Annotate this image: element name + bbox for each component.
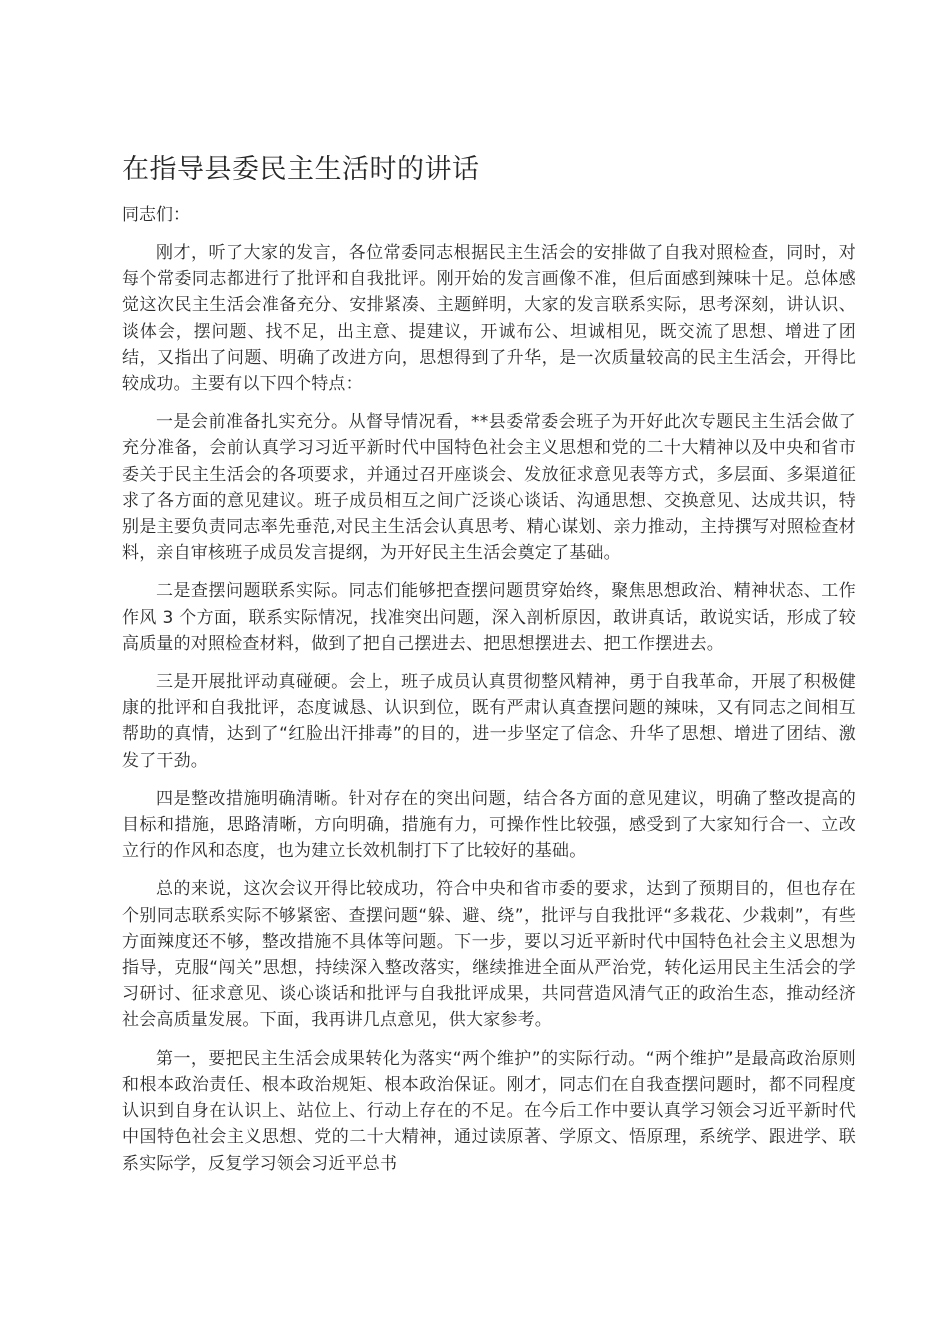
paragraph-intro: 刚才，听了大家的发言，各位常委同志根据民主生活会的安排做了自我对照检查，同时，对每个常委同志都进行了批评和自我批评。刚开始的发言画像不准，但后面感到辣味十足。总体感觉这次民主生活会准备充分、安排紧凑、主题鲜明，大家的发言联系实际，思考深刻，讲认识、谈体会，摆问题、找不足，出主意、提建议，开诚布公、坦诚相见，既交流了思想、增进了团结，又指出了问题、明确了改进方向，思想得到了升华，是一次质量较高的民主生活会，开得比较成功。主要有以下四个特点： (122, 243, 856, 395)
paragraph-point-four: 四是整改措施明确清晰。针对存在的突出问题，结合各方面的意见建议，明确了整改提高的目标和措施，思路清晰，方向明确，措施有力，可操作性比较强，感受到了大家知行合一、立改立行的作风和态度，也为建立长效机制打下了比较好的基础。 (122, 788, 856, 862)
paragraph-opinion-one: 第一，要把民主生活会成果转化为落实“两个维护”的实际行动。“两个维护”是最高政治原则和根本政治责任、根本政治规矩、根本政治保证。刚才，同志们在自我查摆问题时，都不同程度认识到自身在认识上、站位上、行动上存在的不足。在今后工作中要认真学习领会习近平新时代中国特色社会主义思想、党的二十大精神，通过读原著、学原文、悟原理，系统学、跟进学、联系实际学，反复学习领会习近平总书 (122, 1048, 856, 1174)
paragraph-point-two: 二是查摆问题联系实际。同志们能够把查摆问题贯穿始终，聚焦思想政治、精神状态、工作作风 3 个方面，联系实际情况，找准突出问题，深入剖析原因，敢讲真话，敢说实话，形成了较高质量的对照检查材料，做到了把自己摆进去、把思想摆进去、把工作摆进去。 (122, 581, 856, 654)
document-page (122, 150, 856, 1189)
document-title: 在指导县委民主生活时的讲话 (122, 154, 480, 185)
paragraph-point-one: 一是会前准备扎实充分。从督导情况看，**县委常委会班子为开好此次专题民主生活会做了充分准备，会前认真学习习近平新时代中国特色社会主义思想和党的二十大精神以及中央和省市委关于民主生活会的各项要求，并通过召开座谈会、发放征求意见表等方式，多层面、多渠道征求了各方面的意见建议。班子成员相互之间广泛谈心谈话、沟通思想、交换意见、达成共识，特别是主要负责同志率先垂范,对民主生活会认真思考、精心谋划、亲力推动，主持撰写对照检查材料，亲自审核班子成员发言提纲，为开好民主生活会奠定了基础。 (122, 412, 856, 564)
salutation: 同志们： (122, 205, 190, 225)
paragraph-point-three: 三是开展批评动真碰硬。会上，班子成员认真贯彻整风精神，勇于自我革命，开展了积极健康的批评和自我批评，态度诚恳、认识到位，既有严肃认真查摆问题的辣味，又有同志之间相互帮助的真情，达到了“红脸出汗排毒”的目的，进一步坚定了信念、升华了思想、增进了团结、激发了干劲。 (122, 672, 856, 771)
paragraph-summary: 总的来说，这次会议开得比较成功，符合中央和省市委的要求，达到了预期目的，但也存在个别同志联系实际不够紧密、查摆问题“躲、避、绕”，批评与自我批评“多栽花、少栽刺”，有些方面辣度还不够，整改措施不具体等问题。下一步，要以习近平新时代中国特色社会主义思想为指导，克服“闯关”思想，持续深入整改落实，继续推进全面从严治党，转化运用民主生活会的学习研讨、征求意见、谈心谈话和批评与自我批评成果，共同营造风清气正的政治生态，推动经济社会高质量发展。下面，我再讲几点意见，供大家参考。 (122, 879, 856, 1031)
